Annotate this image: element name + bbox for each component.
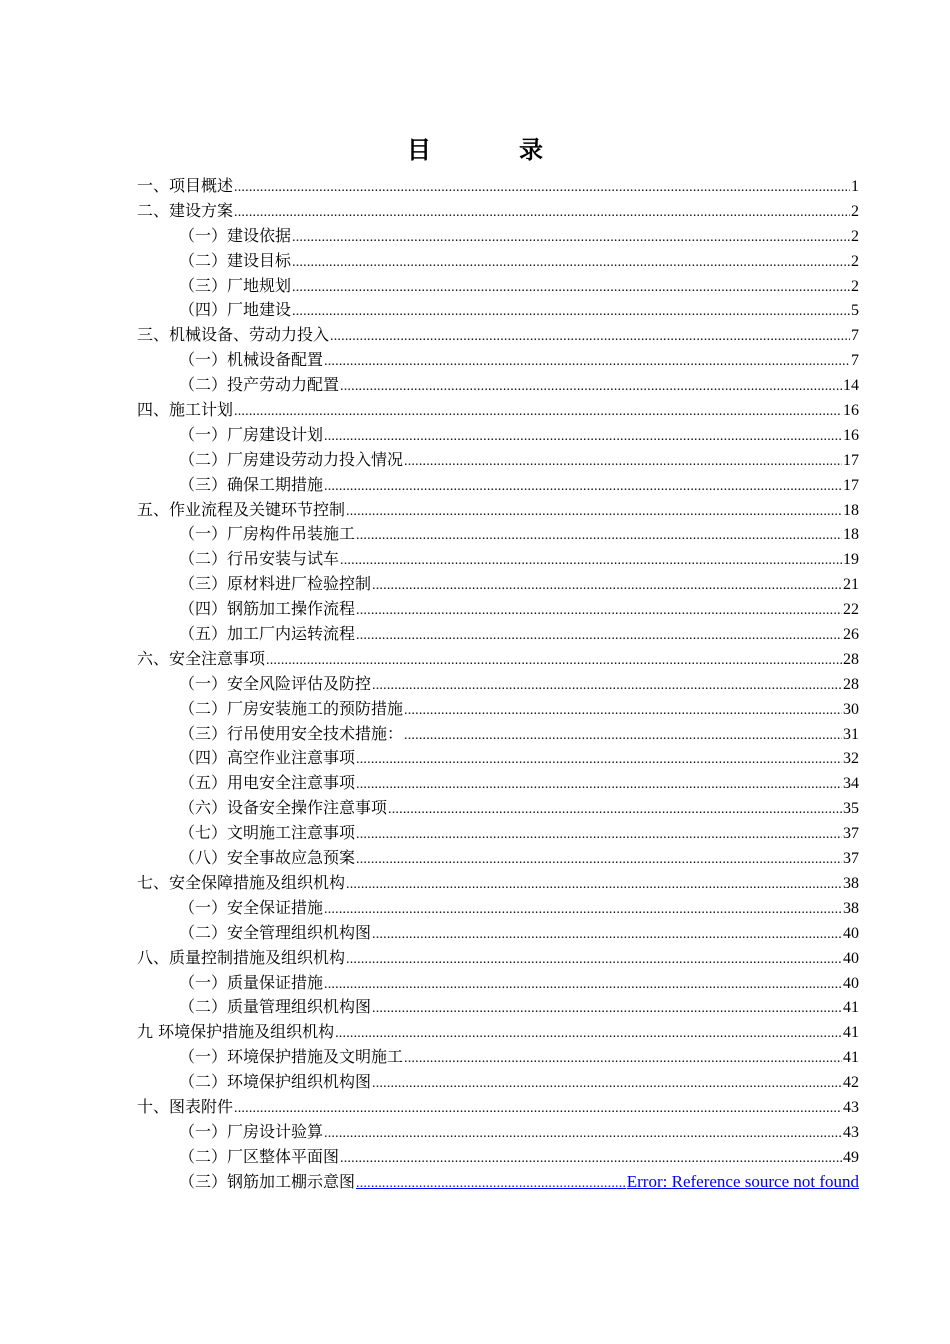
- toc-dot-leader: [292, 300, 850, 325]
- toc-entry[interactable]: [137, 921, 859, 946]
- toc-entry[interactable]: [137, 522, 859, 547]
- toc-dot-leader: [372, 674, 842, 699]
- toc-dot-leader: [404, 1047, 842, 1072]
- toc-entry[interactable]: [137, 722, 859, 747]
- toc-entry[interactable]: [137, 1095, 859, 1120]
- toc-entry-label: （二）厂房建设劳动力投入情况: [179, 449, 404, 469]
- toc-entry[interactable]: [137, 946, 859, 971]
- toc-entry-page-number: 17: [843, 451, 859, 469]
- toc-entry-page-number: 43: [843, 1098, 859, 1116]
- toc-dot-leader: [346, 948, 842, 973]
- toc-entry-page-number: 41: [843, 999, 859, 1017]
- page-title: [0, 132, 950, 168]
- toc-entry-page-number: 2: [851, 252, 859, 270]
- toc-entry[interactable]: [137, 423, 859, 448]
- toc-entry-page-number: 40: [843, 974, 859, 992]
- toc-dot-leader: [356, 624, 842, 649]
- toc-dot-leader: [356, 823, 842, 848]
- toc-entry-page-number: 26: [843, 626, 859, 644]
- toc-entry[interactable]: [137, 498, 859, 523]
- toc-entry[interactable]: [137, 224, 859, 249]
- toc-entry-label: 二、建设方案: [137, 200, 234, 220]
- toc-entry-label: （一）安全风险评估及防控: [179, 673, 372, 693]
- toc-entry-page-number: 5: [851, 302, 859, 320]
- toc-entry[interactable]: [137, 971, 859, 996]
- toc-entry-page-number: 21: [843, 576, 859, 594]
- toc-dot-leader: [234, 201, 850, 226]
- toc-entry-label: （四）高空作业注意事项: [179, 748, 356, 768]
- toc-entry-page-number: 14: [843, 377, 859, 395]
- toc-dot-leader: [356, 748, 842, 773]
- toc-entry-label: （一）厂房设计验算: [179, 1121, 324, 1141]
- toc-dot-leader: [372, 997, 842, 1022]
- toc-entry-error-link[interactable]: Error: Reference source not found: [626, 1171, 859, 1191]
- toc-entry-page-number: 41: [843, 1024, 859, 1042]
- toc-dot-leader: [292, 251, 850, 276]
- toc-dot-leader: [234, 176, 850, 201]
- toc-dot-leader: [372, 1072, 842, 1097]
- toc-entry-page-number: 7: [851, 327, 859, 345]
- toc-entry[interactable]: [137, 373, 859, 398]
- toc-entry-page-number: 42: [843, 1074, 859, 1092]
- page-title-char-1: 目: [407, 136, 431, 164]
- toc-entry[interactable]: [137, 473, 859, 498]
- toc-dot-leader: [388, 798, 842, 823]
- toc-entry[interactable]: [137, 995, 859, 1020]
- toc-entry-label: （五）用电安全注意事项: [179, 773, 356, 793]
- toc-entry-label: 十、图表附件: [137, 1096, 234, 1116]
- toc-entry-label: （一）环境保护措施及文明施工: [179, 1047, 404, 1067]
- toc-entry-label: 九 环境保护措施及组织机构: [137, 1022, 335, 1042]
- toc-entry[interactable]: [137, 199, 859, 224]
- toc-entry-label: （四）钢筋加工操作流程: [179, 599, 356, 619]
- toc-entry-label: （二）行吊安装与试车: [179, 549, 340, 569]
- toc-entry-label: 五、作业流程及关键环节控制: [137, 499, 346, 519]
- toc-entry-page-number: 38: [843, 874, 859, 892]
- toc-entry-label: 八、质量控制措施及组织机构: [137, 947, 346, 967]
- toc-entry-page-number: 28: [843, 650, 859, 668]
- toc-entry-label: （三）原材料进厂检验控制: [179, 574, 372, 594]
- toc-entry[interactable]: [137, 896, 859, 921]
- toc-entry[interactable]: [137, 323, 859, 348]
- table-of-contents: [137, 174, 859, 1195]
- toc-dot-leader: [234, 400, 842, 425]
- toc-entry-page-number: 22: [843, 601, 859, 619]
- toc-entry-page-number: 16: [843, 402, 859, 420]
- toc-entry[interactable]: [137, 298, 859, 323]
- toc-entry[interactable]: [137, 846, 859, 871]
- toc-entry-page-number: 2: [851, 202, 859, 220]
- toc-dot-leader: [356, 599, 842, 624]
- toc-dot-leader: [404, 724, 842, 749]
- toc-entry-page-number: 2: [851, 277, 859, 295]
- toc-entry-page-number: 7: [851, 352, 859, 370]
- toc-dot-leader: [346, 500, 842, 525]
- toc-entry[interactable]: [137, 448, 859, 473]
- toc-entry-page-number: 19: [843, 551, 859, 569]
- toc-entry[interactable]: [137, 796, 859, 821]
- toc-entry-label: （一）建设依据: [179, 225, 292, 245]
- toc-entry[interactable]: [137, 647, 859, 672]
- toc-entry-label: （二）环境保护组织机构图: [179, 1072, 372, 1092]
- toc-entry[interactable]: [137, 597, 859, 622]
- toc-entry[interactable]: [137, 274, 859, 299]
- toc-entry-label: （一）厂房构件吊装施工: [179, 524, 356, 544]
- toc-dot-leader: [340, 1147, 842, 1172]
- toc-entry[interactable]: [137, 547, 859, 572]
- toc-entry[interactable]: [137, 871, 859, 896]
- toc-entry-label: （三）确保工期措施: [179, 474, 324, 494]
- toc-dot-leader: [324, 350, 850, 375]
- toc-entry[interactable]: [137, 1120, 859, 1145]
- toc-entry[interactable]: [137, 572, 859, 597]
- toc-dot-leader: [404, 699, 842, 724]
- toc-dot-leader: [372, 574, 842, 599]
- toc-entry-label: （八）安全事故应急预案: [179, 848, 356, 868]
- toc-entry-page-number: 34: [843, 775, 859, 793]
- toc-entry-page-number: 43: [843, 1123, 859, 1141]
- toc-entry[interactable]: [137, 1020, 859, 1045]
- toc-entry-label: （三）钢筋加工棚示意图: [179, 1171, 356, 1191]
- toc-entry[interactable]: [137, 821, 859, 846]
- toc-entry[interactable]: [137, 348, 859, 373]
- toc-entry-page-number: 28: [843, 675, 859, 693]
- toc-dot-leader: [266, 649, 842, 674]
- toc-entry-label: （一）质量保证措施: [179, 972, 324, 992]
- toc-entry-label: （二）质量管理组织机构图: [179, 997, 372, 1017]
- toc-entry-page-number: 40: [843, 924, 859, 942]
- page-title-char-2: 录: [519, 136, 543, 164]
- toc-dot-leader: [324, 973, 842, 998]
- toc-entry-page-number: 18: [843, 526, 859, 544]
- toc-entry-label: （三）厂地规划: [179, 275, 292, 295]
- toc-entry-page-number: 37: [843, 850, 859, 868]
- toc-entry-page-number: 40: [843, 949, 859, 967]
- toc-entry-label: （四）厂地建设: [179, 300, 292, 320]
- toc-entry-label: （二）厂区整体平面图: [179, 1146, 340, 1166]
- toc-dot-leader: [324, 425, 842, 450]
- toc-dot-leader: [234, 1097, 842, 1122]
- toc-entry[interactable]: [137, 1145, 859, 1170]
- toc-entry-page-number: 41: [843, 1049, 859, 1067]
- toc-entry-page-number: 30: [843, 700, 859, 718]
- toc-entry-page-number: 49: [843, 1148, 859, 1166]
- toc-entry-label: 一、项目概述: [137, 176, 234, 195]
- toc-entry-label: （三）行吊使用安全技术措施：: [179, 723, 404, 743]
- toc-entry-label: （六）设备安全操作注意事项: [179, 798, 388, 818]
- toc-entry-label: （七）文明施工注意事项: [179, 823, 356, 843]
- toc-dot-leader: [340, 375, 842, 400]
- toc-entry-page-number: 2: [851, 227, 859, 245]
- toc-dot-leader: [292, 276, 850, 301]
- toc-dot-leader: [340, 549, 842, 574]
- toc-entry-label: 四、施工计划: [137, 400, 234, 420]
- toc-entry-label: （二）厂房安装施工的预防措施: [179, 698, 404, 718]
- toc-entry[interactable]: [137, 249, 859, 274]
- toc-entry-page-number: 35: [843, 800, 859, 818]
- toc-entry-page-number: 38: [843, 899, 859, 917]
- toc-entry[interactable]: [137, 672, 859, 697]
- toc-dot-leader: [324, 1122, 842, 1147]
- toc-entry-page-number: 17: [843, 476, 859, 494]
- toc-entry-label: （二）建设目标: [179, 250, 292, 270]
- toc-dot-leader: [356, 1172, 626, 1197]
- toc-dot-leader: [330, 325, 850, 350]
- toc-entry-label: （二）安全管理组织机构图: [179, 922, 372, 942]
- toc-entry[interactable]: [137, 697, 859, 722]
- toc-dot-leader: [335, 1022, 842, 1047]
- toc-entry-page-number: 31: [843, 725, 859, 743]
- toc-entry-page-number: 16: [843, 426, 859, 444]
- toc-entry[interactable]: [137, 746, 859, 771]
- toc-entry-page-number: 1: [851, 178, 859, 195]
- toc-entry-page-number: 37: [843, 825, 859, 843]
- toc-entry-label: （一）机械设备配置: [179, 350, 324, 370]
- toc-entry-label: 七、安全保障措施及组织机构: [137, 872, 346, 892]
- toc-entry[interactable]: [137, 1170, 859, 1195]
- toc-entry-label: 六、安全注意事项: [137, 648, 266, 668]
- toc-dot-leader: [356, 524, 842, 549]
- toc-dot-leader: [346, 873, 842, 898]
- toc-entry-label: （二）投产劳动力配置: [179, 375, 340, 395]
- toc-entry-label: （五）加工厂内运转流程: [179, 624, 356, 644]
- toc-dot-leader: [356, 773, 842, 798]
- toc-dot-leader: [324, 475, 842, 500]
- toc-entry-label: （一）安全保证措施: [179, 897, 324, 917]
- toc-entry[interactable]: [137, 622, 859, 647]
- toc-entry-page-number: 32: [843, 750, 859, 768]
- toc-entry-label: 三、机械设备、劳动力投入: [137, 325, 330, 345]
- toc-dot-leader: [324, 898, 842, 923]
- toc-entry-label: （一）厂房建设计划: [179, 424, 324, 444]
- toc-dot-leader: [292, 226, 850, 251]
- toc-dot-leader: [372, 923, 842, 948]
- toc-dot-leader: [404, 450, 842, 475]
- toc-entry-page-number: 18: [843, 501, 859, 519]
- toc-entry[interactable]: [137, 398, 859, 423]
- toc-entry[interactable]: [137, 771, 859, 796]
- toc-entry[interactable]: [137, 1070, 859, 1095]
- toc-entry[interactable]: [137, 1045, 859, 1070]
- toc-dot-leader: [356, 848, 842, 873]
- toc-entry[interactable]: [137, 174, 859, 199]
